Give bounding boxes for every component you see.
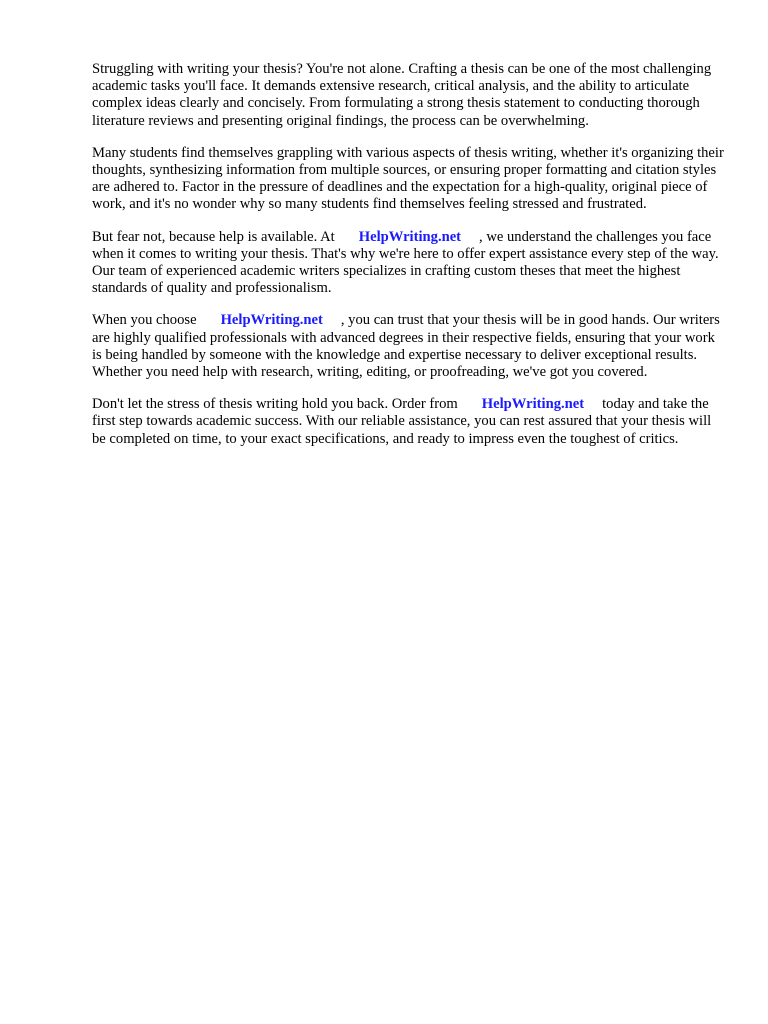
paragraph-text: , we understand the challenges you face when it comes to writing your thesis. That's why we're here to offer expert assistance every step of the way. Our team of experienced academic writers specializes in crafting custom theses that meet the highest standards of quality and professionalism. bbox=[92, 228, 719, 297]
paragraph-choose bbox=[92, 312, 728, 381]
paragraph-order bbox=[92, 396, 728, 448]
paragraph-text: But fear not, because help is available. At bbox=[92, 228, 335, 245]
paragraph-text: When you choose bbox=[92, 312, 197, 329]
paragraph-text: Don't let the stress of thesis writing hold you back. Order from bbox=[92, 396, 458, 413]
paragraph-challenges: Many students find themselves grappling with various aspects of thesis writing, whether it's organizing their thoughts, synthesizing information from multiple sources, or ensuring proper formatting and citation styles are adhered to. Factor in the pressure of deadlines and the expectation for a high-quality, original piece of work, and it's no wonder why so many students find themselves feeling stressed and frustrated. bbox=[92, 144, 724, 213]
paragraph-help-available bbox=[92, 229, 728, 298]
paragraph-intro: Struggling with writing your thesis? You're not alone. Crafting a thesis can be one of the most challenging academic tasks you'll face. It demands extensive research, critical analysis, and the ability to articulate complex ideas clearly and concisely. From formulating a strong thesis statement to conducting thorough literature reviews and presenting original findings, the process can be overwhelming. bbox=[92, 61, 712, 129]
paragraph-text: , you can trust that your thesis will be in good hands. Our writers are highly qualified professionals with advanced degrees in their respective fields, ensuring that your work is being handled by someone with the knowledge and expertise necessary to deliver exceptional results. Whether you need help with research, writing, editing, or proofreading, we've got you covered. bbox=[92, 312, 720, 381]
helpwriting-link-1[interactable]: HelpWriting.net bbox=[358, 228, 462, 245]
paragraph-text: today and take the first step towards academic success. With our reliable assistance, you can rest assured that your thesis will be completed on time, to your exact specifications, and ready to impress even the toughest of critics. bbox=[92, 396, 712, 447]
helpwriting-link-2[interactable]: HelpWriting.net bbox=[220, 312, 323, 329]
helpwriting-link-3[interactable]: HelpWriting.net bbox=[481, 396, 585, 413]
document-body bbox=[92, 61, 728, 463]
